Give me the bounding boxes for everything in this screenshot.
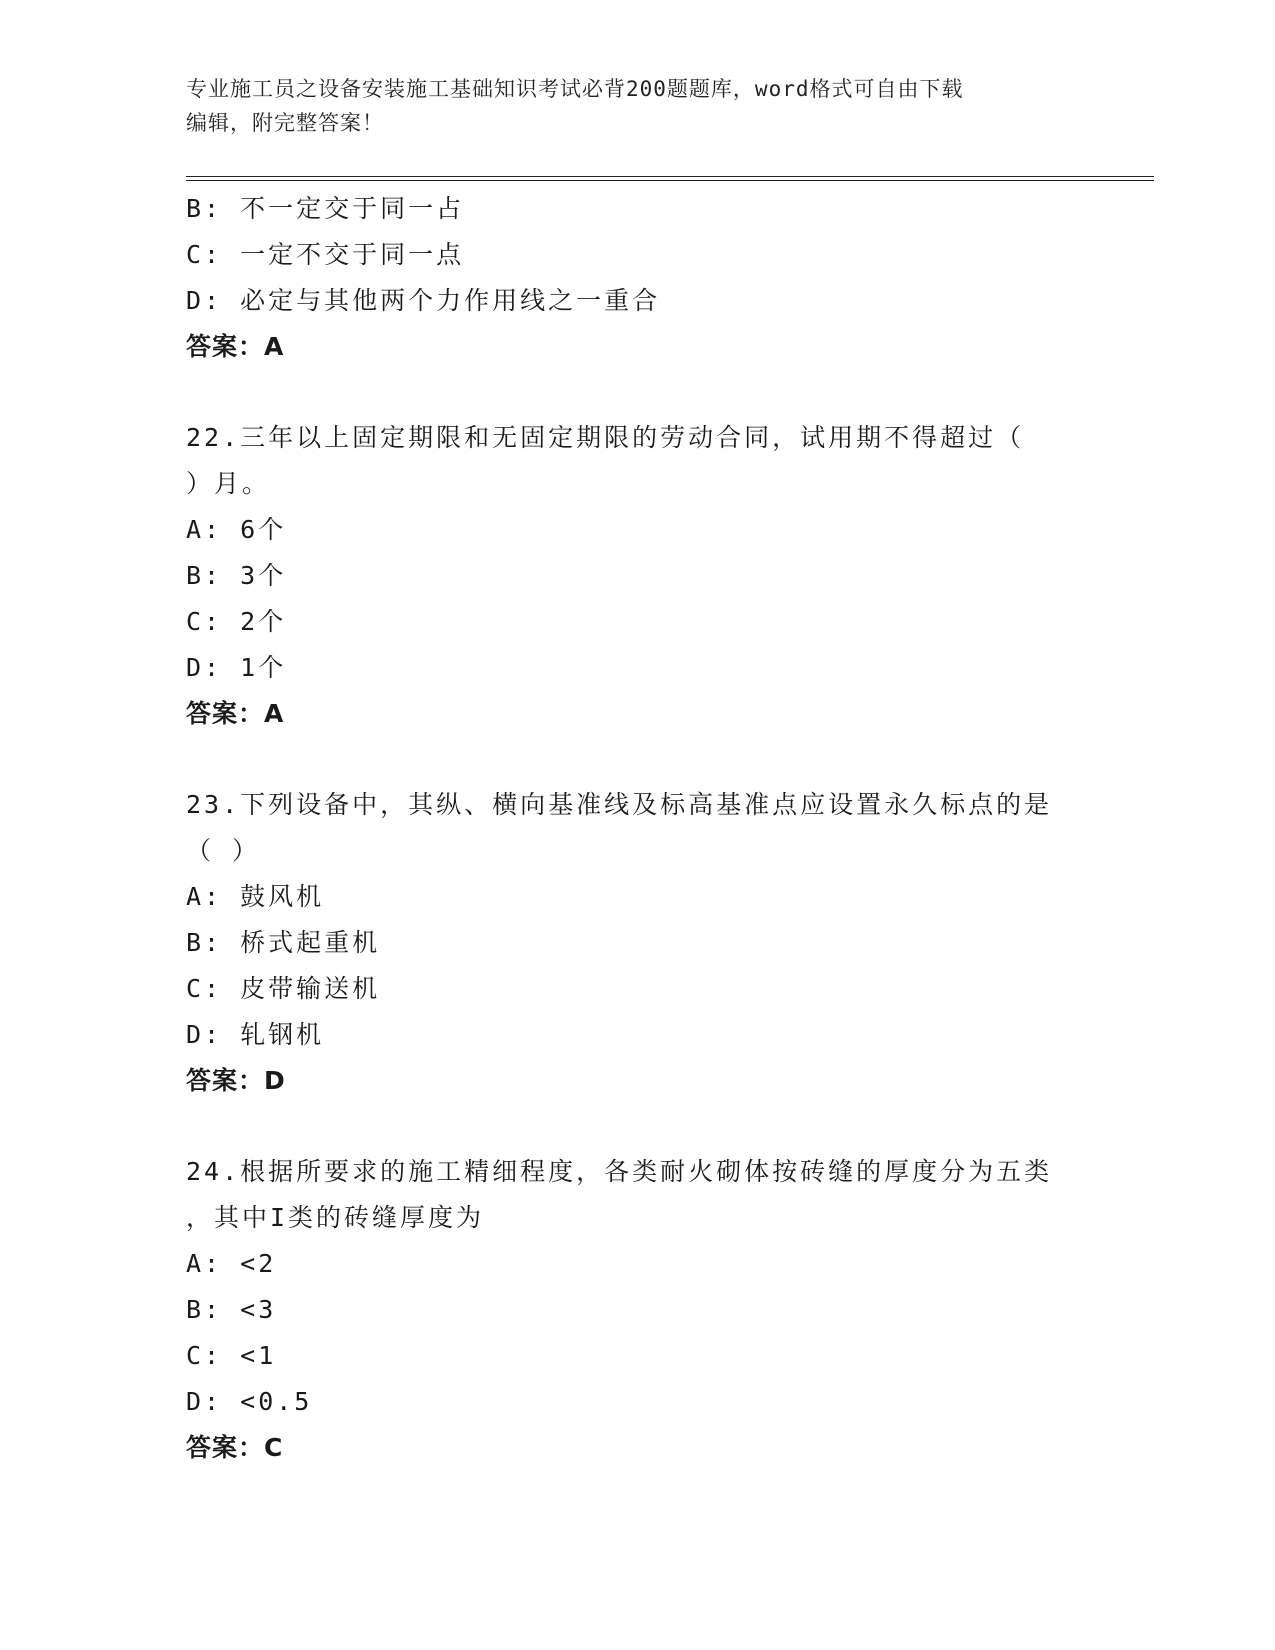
option-c: C: 2个: [186, 607, 287, 636]
spacer: [186, 370, 1086, 415]
option-d: D: 轧钢机: [186, 1020, 325, 1049]
question-21-partial: [186, 186, 1086, 370]
spacer: [186, 1104, 1086, 1149]
question-text-line-2: （ ）: [186, 836, 261, 865]
question-24: [186, 1149, 1086, 1471]
option-b: B: <3: [186, 1295, 277, 1324]
answer-line: 答案：A: [186, 332, 285, 361]
option-b: B: 3个: [186, 561, 287, 590]
question-22: [186, 415, 1086, 737]
option-a: A: 鼓风机: [186, 882, 325, 911]
question-23: [186, 782, 1086, 1104]
question-text-line-1: 23.下列设备中，其纵、横向基准线及标高基准点应设置永久标点的是: [186, 790, 1053, 819]
header-line-1: 专业施工员之设备安装施工基础知识考试必背200题题库，word格式可自由下载: [186, 77, 964, 101]
question-text-line-1: 24.根据所要求的施工精细程度，各类耐火砌体按砖缝的厚度分为五类: [186, 1157, 1053, 1186]
header-line-2: 编辑，附完整答案！: [186, 111, 384, 135]
spacer: [186, 737, 1086, 782]
option-c: C: <1: [186, 1341, 277, 1370]
question-list: [186, 186, 1086, 1471]
answer-line: 答案：D: [186, 1066, 286, 1095]
answer-line: 答案：C: [186, 1433, 284, 1462]
option-c: C: 皮带输送机: [186, 974, 381, 1003]
header-double-rule: [186, 176, 1154, 181]
answer-line: 答案：A: [186, 699, 285, 728]
option-b: B: 不一定交于同一占: [186, 194, 465, 223]
option-d: D: 1个: [186, 653, 287, 682]
option-b: B: 桥式起重机: [186, 928, 381, 957]
document-header: [186, 72, 1086, 140]
option-c: C: 一定不交于同一点: [186, 240, 465, 269]
option-d: D: <0.5: [186, 1387, 313, 1416]
option-a: A: 6个: [186, 515, 287, 544]
question-text-line-1: 22.三年以上固定期限和无固定期限的劳动合同，试用期不得超过（: [186, 423, 1025, 452]
question-text-line-2: ）月。: [186, 469, 271, 498]
option-d: D: 必定与其他两个力作用线之一重合: [186, 286, 661, 315]
question-text-line-2: ，其中I类的砖缝厚度为: [186, 1203, 485, 1232]
option-a: A: <2: [186, 1249, 277, 1278]
